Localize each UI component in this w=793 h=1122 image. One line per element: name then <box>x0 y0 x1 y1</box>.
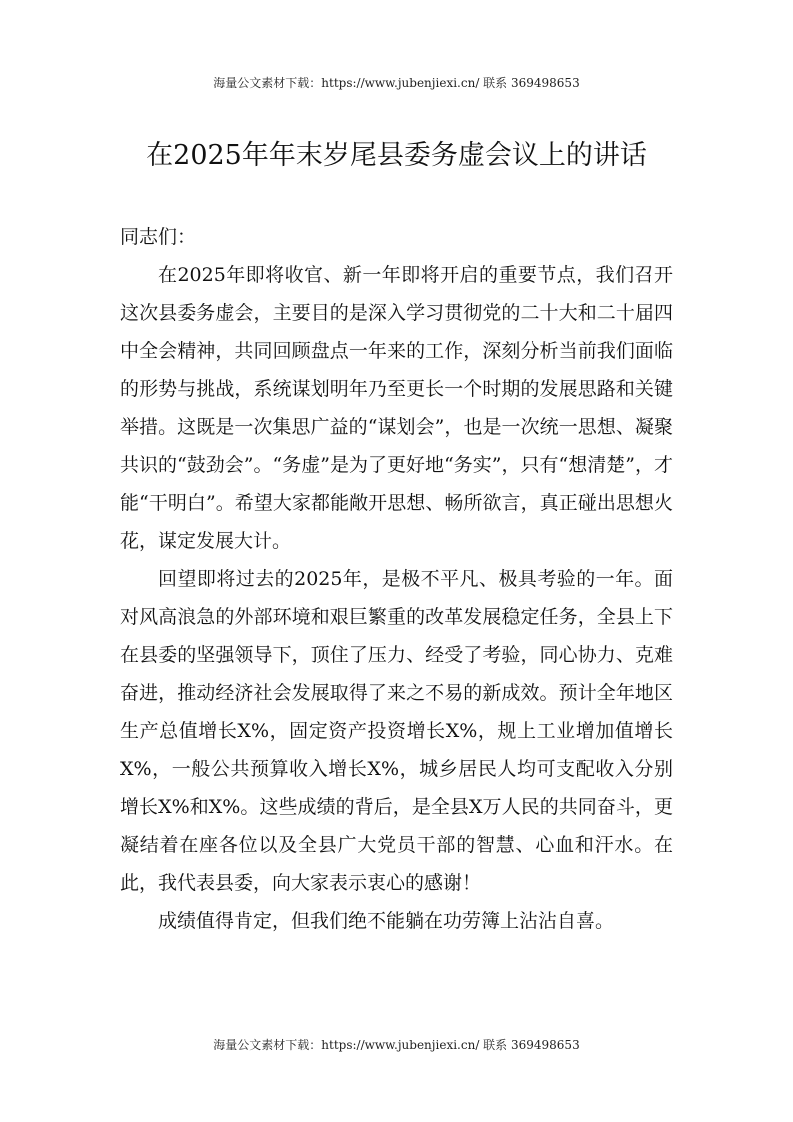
paragraph-3: 成绩值得肯定，但我们绝不能躺在功劳簿上沾沾自喜。 <box>158 910 615 932</box>
page-footer-watermark: 海量公文素材下载：https://www.jubenjiexi.cn/ 联系 369498653 <box>213 1038 580 1052</box>
page-header-watermark: 海量公文素材下载：https://www.jubenjiexi.cn/ 联系 369498653 <box>213 76 580 90</box>
paragraph-1: 在2025年即将收官、新一年即将开启的重要节点，我们召开这次县委务虚会，主要目的是深入学习贯彻党的二十大和二十届四中全会精神，共同回顾盘点一年来的工作，深刻分析当前我们面临的形势与挑战，系统谋划明年乃至更长一个时期的发展思路和关键举措。这既是一次集思广益的“谋划会”，也是一次统一思想、凝聚共识的“鼓劲会”。“务虚”是为了更好地“务实”，只有“想清楚”，才能“干明白”。希望大家都能敞开思想、畅所欲言，真正碰出思想火花，谋定发展大计。 <box>120 264 673 552</box>
paragraph-2: 回望即将过去的2025年，是极不平凡、极具考验的一年。面对风高浪急的外部环境和艰巨繁重的改革发展稳定任务，全县上下在县委的坚强领导下，顶住了压力、经受了考验，同心协力、克难奋进，推动经济社会发展取得了来之不易的新成效。预计全年地区生产总值增长X%，固定资产投资增长X%，规上工业增加值增长X%，一般公共预算收入增长X%，城乡居民人均可支配收入分别增长X%和X%。这些成绩的背后，是全县X万人民的共同奋斗，更凝结着在座各位以及全县广大党员干部的智慧、心血和汗水。在此，我代表县委，向大家表示衷心的感谢！ <box>120 568 673 894</box>
document-title: 在2025年年末岁尾县委务虚会议上的讲话 <box>146 140 647 171</box>
salutation: 同志们： <box>120 226 197 248</box>
document-body <box>120 218 673 940</box>
